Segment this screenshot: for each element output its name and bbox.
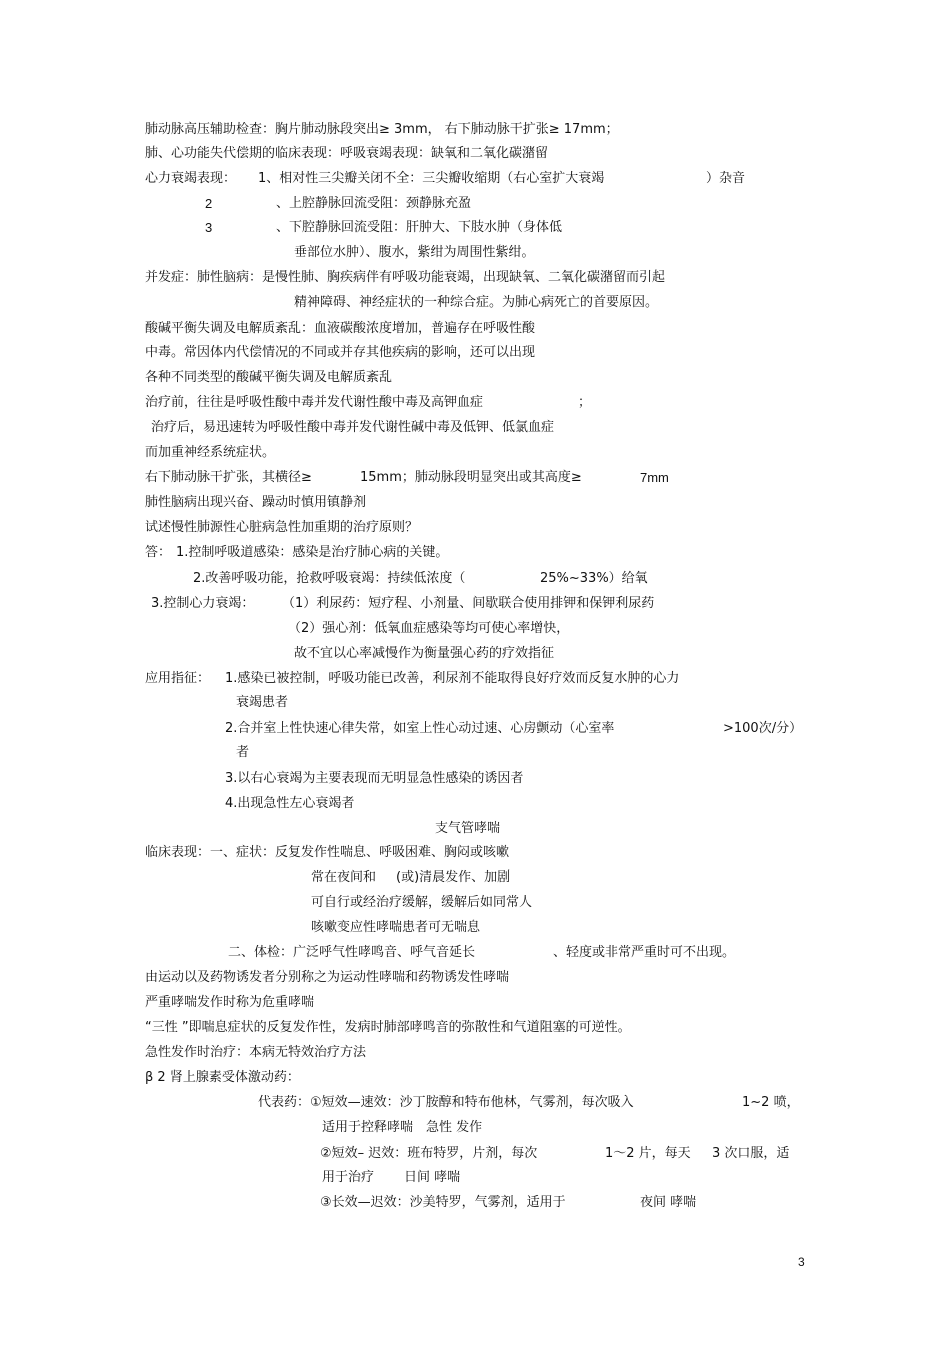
- text-line: >100次/分）: [723, 721, 803, 736]
- text-line: 用于治疗: [322, 1170, 375, 1185]
- text-line: 由运动以及药物诱发者分别称之为运动性哮喘和药物诱发性哮喘: [145, 970, 510, 985]
- text-line: 二、体检：广泛呼气性哮鸣音、呼气音延长: [228, 945, 476, 960]
- text-line: 垂部位水肿）、腹水，紫绀为周围性紫绀。: [294, 245, 535, 260]
- text-line: 肺、心功能失代偿期的临床表现：呼吸衰竭表现：缺氧和二氧化碳潴留: [145, 146, 549, 161]
- text-line: 严重哮喘发作时称为危重哮喘: [145, 995, 315, 1010]
- list-number: 2: [205, 196, 213, 211]
- text-line: ②短效– 迟效：班布特罗，片剂，每次: [320, 1146, 538, 1161]
- text-line: 25%~33%）给氧: [540, 571, 648, 586]
- text-line: 1~2 喷，: [742, 1095, 800, 1110]
- text-line: 1.感染已被控制，呼吸功能已改善，利尿剂不能取得良好疗效而反复水肿的心力: [225, 671, 680, 686]
- text-line: 答：: [145, 545, 172, 560]
- text-line: （1）利尿药：短疗程、小剂量、间歇联合使用排钾和保钾利尿药: [282, 596, 655, 611]
- text-line: 3.控制心力衰竭：: [151, 596, 255, 611]
- text-line: 2.合并室上性快速心律失常，如室上性心动过速、心房颤动（心室率: [225, 721, 615, 736]
- text-line: 心力衰竭表现：: [145, 171, 237, 186]
- list-number: 3: [205, 220, 213, 235]
- text-line: 咳嗽变应性哮喘患者可无喘息: [311, 920, 481, 935]
- text-line: 急性 发作: [426, 1120, 483, 1135]
- text-line: 1.控制呼吸道感染：感染是治疗肺心病的关键。: [176, 545, 449, 560]
- text-line: 15mm；肺动脉段明显突出或其高度≥: [360, 470, 582, 485]
- text-line: 日间 哮喘: [404, 1170, 461, 1185]
- text-line: 衰竭患者: [236, 695, 289, 710]
- text-line: 1～2 片，每天: [605, 1146, 691, 1161]
- text-line: ③长效—迟效：沙美特罗，气雾剂，适用于: [320, 1195, 566, 1210]
- page-number: 3: [798, 1255, 805, 1269]
- text-line: 治疗前，往往是呼吸性酸中毒并发代谢性酸中毒及高钾血症: [145, 395, 484, 410]
- text-line: 试述慢性肺源性心脏病急性加重期的治疗原则？: [145, 520, 419, 535]
- text-line: 者: [236, 745, 250, 760]
- text-line: 可自行或经治疗缓解，缓解后如同常人: [311, 895, 533, 910]
- text-line: 、下腔静脉回流受阻：肝肿大、下肢水肿（身体低: [276, 220, 563, 235]
- text-line: 治疗后，易迅速转为呼吸性酸中毒并发代谢性碱中毒及低钾、低氯血症: [151, 420, 555, 435]
- text-line: 急性发作时治疗：本病无特效治疗方法: [145, 1045, 367, 1060]
- text-line: 并发症：肺性脑病：是慢性肺、胸疾病伴有呼吸功能衰竭，出现缺氧、二氧化碳潴留而引起: [145, 270, 666, 285]
- text-line: 中毒。常因体内代偿情况的不同或并存其他疾病的影响，还可以出现: [145, 345, 536, 360]
- text-line: 右下肺动脉干扩张，其横径≥: [145, 470, 312, 485]
- text-line: 7mm: [640, 470, 669, 485]
- text-line: 1、相对性三尖瓣关闭不全：三尖瓣收缩期（右心室扩大衰竭: [258, 171, 605, 186]
- text-line: 夜间 哮喘: [640, 1195, 697, 1210]
- text-line: 而加重神经系统症状。: [145, 445, 276, 460]
- text-line: 肺动脉高压辅助检查：胸片肺动脉段突出≥ 3mm， 右下肺动脉干扩张≥ 17mm；: [145, 122, 619, 137]
- section-title: 支气管哮喘: [435, 821, 501, 836]
- text-line: 适用于控释哮喘: [322, 1120, 414, 1135]
- text-line: ）杂音: [706, 171, 746, 186]
- text-line: 应用指征：: [145, 671, 211, 686]
- text-line: 临床表现：一、症状：反复发作性喘息、呼吸困难、胸闷或咳嗽: [145, 845, 510, 860]
- text-line: ；: [578, 395, 592, 410]
- text-line: 故不宜以心率减慢作为衡量强心药的疗效指征: [294, 646, 555, 661]
- text-line: 、轻度或非常严重时可不出现。: [553, 945, 736, 960]
- text-line: 酸碱平衡失调及电解质紊乱：血液碳酸浓度增加，普遍存在呼吸性酸: [145, 321, 536, 336]
- text-line: (或)清晨发作、加剧: [396, 870, 511, 885]
- text-line: 、上腔静脉回流受阻：颈静脉充盈: [276, 196, 472, 211]
- text-line: 代表药：①短效—速效：沙丁胺醇和特布他林，气雾剂，每次吸入: [258, 1095, 634, 1110]
- text-line: （2）强心剂：低氧血症感染等均可使心率增快，: [288, 621, 570, 636]
- text-line: 精神障碍、神经症状的一种综合症。为肺心病死亡的首要原因。: [294, 295, 659, 310]
- text-line: 3 次口服，适: [712, 1146, 790, 1161]
- text-line: 2.改善呼吸功能，抢救呼吸衰竭：持续低浓度（: [193, 571, 466, 586]
- text-line: 肺性脑病出现兴奋、躁动时慎用镇静剂: [145, 495, 367, 510]
- text-line: 各种不同类型的酸碱平衡失调及电解质紊乱: [145, 370, 393, 385]
- text-line: “三性 ”即喘息症状的反复发作性，发病时肺部哮鸣音的弥散性和气道阻塞的可逆性。: [145, 1020, 631, 1035]
- text-line: 常在夜间和: [311, 870, 377, 885]
- text-line: 4.出现急性左心衰竭者: [225, 796, 355, 811]
- text-line: β 2 肾上腺素受体激动药：: [145, 1070, 300, 1085]
- text-line: 3.以右心衰竭为主要表现而无明显急性感染的诱因者: [225, 771, 524, 786]
